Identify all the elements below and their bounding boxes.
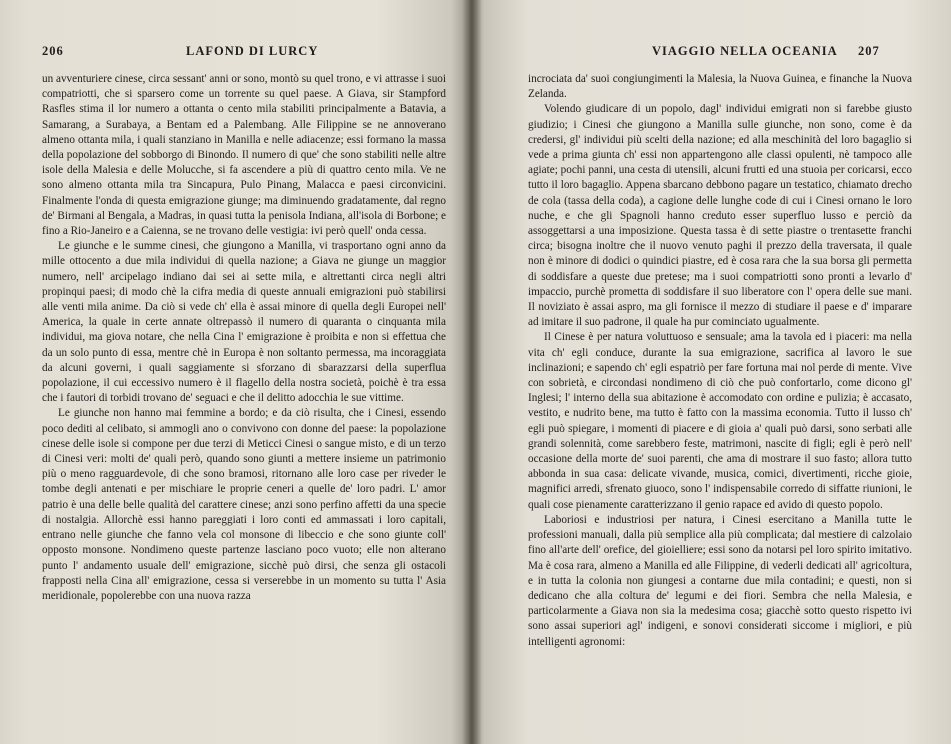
paragraph: incrociata da' suoi congiungimenti la Malesia, la Nuova Guinea, e finanche la Nuova Zelanda. bbox=[528, 73, 912, 101]
body-text bbox=[528, 72, 912, 650]
running-head: VIAGGIO NELLA OCEANIA bbox=[652, 44, 838, 58]
paragraph: Il Cinese è per natura voluttuoso e sensuale; ama la tavola ed i piaceri: ma nella vita ch' egli conduce, durante la sua emigrazione, sacrifica al lavoro le sue inclinazioni; e sapendo ch' egli espatriò per fare fortuna mai nol perde di mente. Vive con sobrietà, e circondasi nondimeno di ciò che può confortarlo, come dicono gl' Inglesi; l' interno della sua abitazione è accomodato con ordine e pulizia; è accasato, vestito, e nudrito bene, ma tutto è fatto con la massima economia. Tutto il lusso ch' egli può spiegare, i momenti di piacere e di gioia a' quali può darsi, sono serbati alle grandi solennità, come sarebbero feste, matrimoni, nascite di figli; egli è però nell' occasione della morte de' suoi parenti, che ama di mostrare il suo fasto; allora tutto abbonda in sua casa: delicate vivande, musica, comici, divertimenti, ricche gioie, magnifici arredi, sfrenato giuoco, sono l' indispensabile corredo di siffatte riunioni, le quali cose pienamente caratterizzano il genio rapace ed avido di questo popolo. bbox=[528, 331, 912, 511]
left-page bbox=[0, 0, 470, 744]
paragraph: Laboriosi e industriosi per natura, i Cinesi esercitano a Manilla tutte le professioni manuali, dalla più semplice alla più complicata; dal mestiere di calzolaio fino all'arte dell' orefice, del gioielliere; essi sono da notarsi pel loro spirito imitativo. Ma è cosa rara, almeno a Manilla ed alle Filippine, di vederli dedicati all' agricoltura, e in tutta la colonia non giungesi a contarne due mila contadini; e questi, non si dedicano che alla coltura de' legumi e dei fiori. Sembra che nella Malesia, e particolarmente a Giava non sia la medesima cosa; giacchè sotto questo rispetto ivi sono assai superiori agl' indigeni, e sonovi considerati siccome i migliori, e più intelligenti agronomi: bbox=[528, 513, 912, 648]
paragraph: Le giunche non hanno mai femmine a bordo; e da ciò risulta, che i Cinesi, essendo poco dediti al celibato, si ammogli ano o convivono con donne del paese: la popolazione cinese delle isole si compone per due terzi di Meticci Cinesi o sangue misto, e di un terzo di Cinesi veri: molti de' quali però, quando sono giunti a mettere insieme un patrimonio più o meno ragguardevole, di che sono bramosi, ritornano alle loro case per riveder le tombe degli antenati e per mischiare le proprie ceneri a quelle de' loro padri. L' amor patrio è una delle belle qualità del carattere cinese; anzi sono perfino affetti da una specie di nostalgia. Allorchè essi hanno pareggiati i loro conti ed ammassati i loro capitali, entrano nelle giunche che fanno vela col monsone di libeccio e che sono giunte coll' opposto monsone. Nondimeno queste partenze lasciano poco vuoto; elle non alterano punto l' andamento usuale dell' emigrazione, sicchè può dirsi, che senza gli ostacoli frapposti nella Cina all' emigrazione, cessa si verserebbe in un momento su tutta l' Asia meridionale, popolerebbe con una nuova razza bbox=[42, 407, 446, 602]
page-number: 206 bbox=[42, 44, 64, 58]
right-page bbox=[470, 0, 951, 744]
paragraph: Volendo giudicare di un popolo, dagl' individui emigrati non si farebbe giusto giudizio; i Cinesi che giungono a Manilla sulle giunche, non sono, come è da credersi, gl' individui più scelti della nazione; ed alla meschinità del loro bagaglio si vede a prima giunta ch' essi non appartengono alle classi opulenti, nè tampoco alle agiate; pochi panni, una cesta di utensili, alcuni frutti ed una stuoia per coricarsi, ecco tutto il loro bagaglio. Appena sbarcano debbono pagare un testatico, chiamato drecho de cola (tassa della coda), a cagione delle lunghe code di cui i Cinesi ornano le loro nuche, e che gli Spagnoli hanno creduto esser superfluo lusso e perciò da assoggettarsi a una imposizione. Questa tassa è di sette piastre o trentasette franchi circa; bisogna inoltre che il nuovo venuto paghi il prezzo della traversata, il quale non è minore di dodici o quindici piastre, ed è cosa rara che la sua borsa gli permetta di soddisfare a queste due pretese; ma i suoi compatriotti sono pronti a levarlo d' impaccio, purchè prometta di soddisfare il suo liberatore con l' opera delle sue mani. Il noviziato è assai aspro, ma gli fornisce il mezzo di studiare il paese e d' imparare ad imitare il suo padrone, il quale ha pur cominciato ugualmente. bbox=[528, 103, 912, 329]
paragraph: Le giunche e le summe cinesi, che giungono a Manilla, vi trasportano ogni anno da mille ottocento a due mila individui di quella nazione; a Giava ne giunge un maggior numero, nell' arcipelago indiano dai sei ai sette mila, e altrettanti circa negli altri propinqui paesi; di modo chè la cifra media di queste annuali emigrazioni può stabilirsi alle venti mila anime. Da ciò si vede ch' ella è assai minore di quella degli Europei nell' America, la quale in certe annate oltrepassò il numero di quaranta o cinquanta mila individui, ma giova notare, che nella Cina l' emigrazione è proibita e non si effettua che da un solo punto di essa, mentre chè in Europa è non soltanto permessa, ma incoraggiata da alcuni governi, i quali saggiamente si sforzano di sbarazzarsi della superflua popolazione, il cui eccessivo numero è il flagello della nostra società, poichè è tra essa che i fautori di torbidi trovano de' seguaci e che il delitto adocchia le sue vittime. bbox=[42, 240, 446, 405]
book-gutter bbox=[462, 0, 482, 744]
running-head: LAFOND DI LURCY bbox=[186, 44, 319, 58]
paragraph: un avventuriere cinese, circa sessant' anni or sono, montò su quel trono, e vi attrasse i suoi compatriotti, che si sparsero come un torrente su quel paese. A Giava, sir Stampford Rasfles stima il lor numero a ottanta o cento mila stabiliti principalmente a Batavia, a Samarang, a Surabaya, a Bentam ed a Palembang. Alle Filippine se ne annoverano almeno ottanta mila, i quali stanziano in Manilla e nelle adiacenze; essi formano la massa della popolazione del sobborgo di Binondo. Il numero di que' che sono stabiliti nelle altre isole della Malesia e delle Molucche, si fa ascendere a più di quattro cento mila. Ve ne sono almeno ottanta mila tra Sincapura, Pulo Pinang, Malacca e paesi circonvicini. Finalmente l'onda di questa emigrazione giunge; ma diminuendo gradatamente, dal regno de' Birmani al Bengala, a Madras, in quasi tutta la penisola Indiana, all'isola di Borbone; e fino a Rio-Janeiro e a Caienna, se ne trovano delle vestigia: ivi però quell' onda cessa. bbox=[42, 73, 446, 238]
body-text bbox=[42, 72, 446, 604]
page-number: 207 bbox=[858, 44, 880, 58]
